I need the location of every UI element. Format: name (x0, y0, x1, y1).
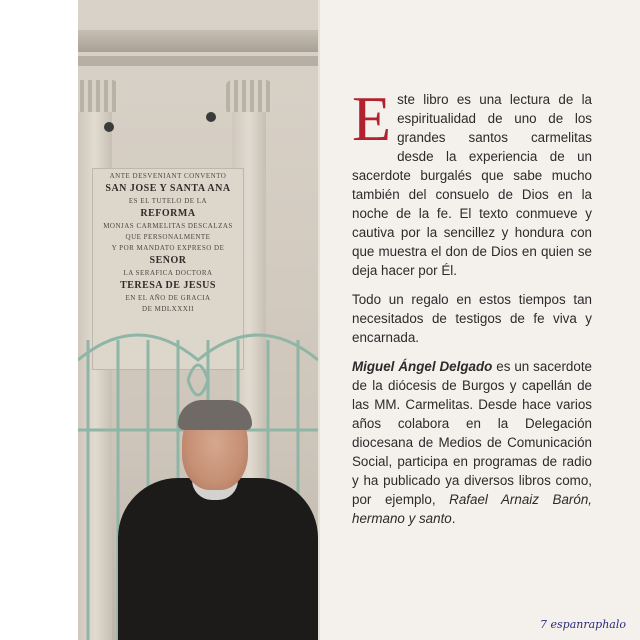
intro-text: ste libro es una lectura de la espiritualidad de uno de los grandes santos carmelitas desde la experiencia de un sacerdote burgalés que sabe mucho también del consuelo de Dios en la noche de la fe. El texto conmueve y cautiva por la sencillez y hondura con que muestra el don de Dios en quien se deja hacer por Él. (352, 92, 592, 278)
rosette-right (206, 112, 216, 122)
rosette-left (104, 122, 114, 132)
book-title: Rafael Arnaiz Barón, hermano y santo (352, 492, 592, 526)
capital-right (226, 80, 272, 112)
page-divider (318, 0, 320, 640)
plaque-line: Y POR MANDATO EXPRESO DE (111, 244, 225, 252)
author-bio (352, 357, 592, 528)
plaque-line: DE MDLXXXII (142, 305, 194, 313)
plaque-line: SAN JOSE Y SANTA ANA (105, 183, 231, 194)
watermark-signature: 7 espanraphalo (540, 618, 626, 631)
plaque-line: SEÑOR (149, 255, 187, 266)
plaque-line: REFORMA (140, 208, 196, 219)
plaque-line: LA SERAFICA DOCTORA (123, 269, 213, 277)
intro-paragraph (352, 83, 592, 280)
drop-cap: E (352, 83, 392, 154)
person-body (118, 478, 318, 640)
building-facade (78, 0, 318, 640)
author-name: Miguel Ángel Delgado (352, 359, 493, 374)
bio-end: . (451, 511, 456, 526)
plaque-line: TERESA DE JESUS (120, 280, 216, 291)
plaque-line: MONJAS CARMELITAS DESCALZAS (103, 222, 233, 230)
author-photo (0, 0, 318, 640)
cornice (78, 30, 318, 52)
plaque-line: QUE PERSONALMENTE (125, 233, 211, 241)
author-bio-text: es un sacerdote de la diócesis de Burgos y capellán de las MM. Carmelitas. Desde hace varios años colabora en la Delegación diocesana de Medios de Comunicación Social, participa en programas de radio y ha publicado ya diversos libros como, por ejemplo, (352, 359, 592, 507)
plaque-line: EN EL AÑO DE GRACIA (125, 294, 211, 302)
second-paragraph: Todo un regalo en estos tiempos tan necesitados de testigos de fe viva y encarnada. (352, 292, 592, 345)
text-column (352, 83, 592, 538)
person-hair (178, 400, 252, 430)
plaque-line: ANTE DESVENIANT CONVENTO (109, 172, 227, 180)
capital-left (78, 80, 118, 112)
cornice-lower (78, 56, 318, 66)
plaque-line: ES EL TUTELO DE LA (128, 197, 208, 205)
